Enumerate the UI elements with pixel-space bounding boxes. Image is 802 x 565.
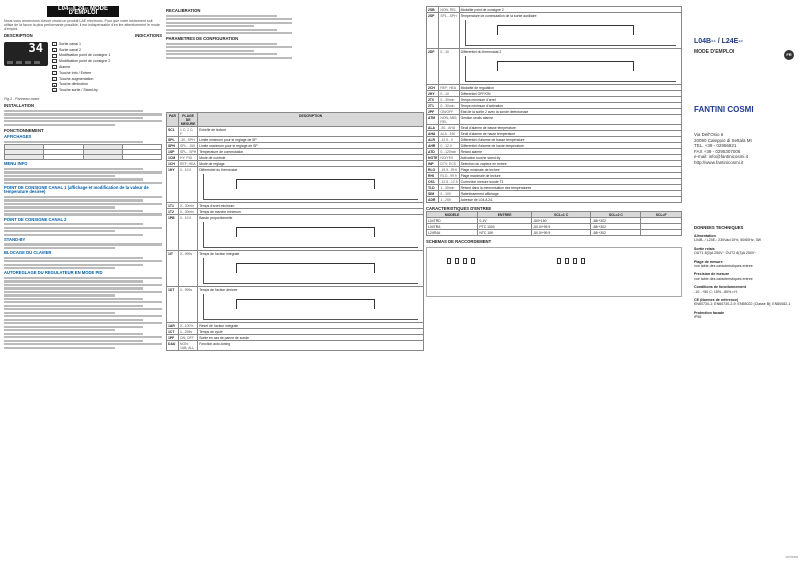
char-head: MODELE <box>427 212 478 218</box>
param-row <box>427 49 682 85</box>
figure-caption: Fig.1 - Panneau avant <box>4 96 40 101</box>
terminal <box>581 258 585 264</box>
spec-value: IP55 <box>694 315 702 320</box>
legend-item: 1 Sortie canal 1 <box>53 41 81 47</box>
affichages-heading: AFFICHAGES <box>4 134 32 140</box>
param-row <box>167 251 424 287</box>
param-code: OS1 <box>427 179 439 185</box>
spec-value: -10...+50 C; 15%...80% r.H. <box>694 289 738 294</box>
param-code: ALA <box>427 125 439 131</box>
param-range: 1...30min <box>439 185 459 191</box>
param-desc: Gestion seuils alarme <box>459 115 681 125</box>
param-desc: Plage minimale de lecture <box>459 167 681 173</box>
param-desc: Mode de reglage <box>198 161 424 167</box>
control-graph <box>203 294 418 320</box>
caracteristiques-heading: CARACTERISTIQUES D'ENTREE <box>426 206 492 211</box>
param-code: 1CH <box>167 161 179 167</box>
char-cell: NTC 10K <box>478 230 532 236</box>
up-button[interactable] <box>16 61 22 64</box>
spec-value: voir table des caracteristiques entree <box>694 276 753 281</box>
char-head: SCL=1 C <box>531 212 590 218</box>
param-range: -30...SPH <box>179 137 198 143</box>
param-code: SIM <box>427 191 439 197</box>
char-cell: PTC 1000 <box>478 224 532 230</box>
language-badge: FR <box>784 50 794 60</box>
param-row <box>427 197 682 203</box>
param-desc: Differentiel d'alarme de haute temperature <box>459 143 681 149</box>
char-head: SCL=F <box>641 212 682 218</box>
param-code: TLD <box>427 185 439 191</box>
email-link[interactable]: e-mail: info@fantinicosmi.it <box>694 154 748 160</box>
terminal <box>471 258 475 264</box>
param-range: 0...12.0 <box>439 143 459 149</box>
param-desc: Differentiel du thermostat <box>198 167 424 203</box>
param-desc: Temps d'arret minimum <box>198 203 424 209</box>
param-code: 1PB <box>167 215 179 251</box>
param-range: 1...255 <box>439 197 459 203</box>
param-desc: Fonction auto-tuning <box>198 341 424 351</box>
char-cell: -50.0/+99.9 <box>531 224 590 230</box>
param-code: AHA <box>427 131 439 137</box>
column-cover <box>686 0 802 565</box>
param-code: 2SB <box>427 7 439 13</box>
param-range: HY; PID <box>179 155 198 161</box>
specs-heading: DONNEES TECHNIQUES <box>694 224 744 230</box>
char-head: ENTREE <box>478 212 532 218</box>
description-heading: DESCRIPTION <box>4 33 33 39</box>
param-range: 0...10.0 <box>179 167 198 203</box>
param-code: 2SP <box>427 13 439 49</box>
param-desc: Temps de l'action derivee <box>198 287 424 323</box>
param-range: 0...100% <box>179 323 198 329</box>
schemas-heading: SCHEMAS DE RACCORDEMENT <box>426 239 492 244</box>
display-digits: 34 <box>28 40 43 55</box>
manual-banner: L04--/L24-- MODE D'EMPLOI <box>47 6 119 17</box>
terminal <box>557 258 561 264</box>
document-code: FR78400 <box>785 555 798 559</box>
param-code: 1CM <box>167 155 179 161</box>
char-head: SCL=2 C <box>591 212 641 218</box>
param-desc: Reset de l'action integrale <box>198 323 424 329</box>
address-line: 20090 Caleppio di Settala MI <box>694 137 752 143</box>
param-desc: Retard dans la memorisation des temperatures <box>459 185 681 191</box>
param-code: 1DT <box>167 287 179 323</box>
param-range: 0...10 <box>439 49 459 85</box>
param-range: 0...999s <box>179 251 198 287</box>
down-arrow-icon: ▼ <box>53 83 56 88</box>
param-range: NON; 1AB; ALL <box>179 341 198 351</box>
standby-button[interactable] <box>34 61 40 64</box>
product-title: L04B-- / L24E-- <box>694 38 744 45</box>
indications-heading: INDICATIONS <box>135 33 162 39</box>
char-cell: L24R4A <box>427 230 478 236</box>
column-intro <box>4 6 162 561</box>
info-key-icon: i <box>52 71 57 75</box>
param-code: AHR <box>427 143 439 149</box>
param-code: RLO <box>427 167 439 173</box>
parametres-heading: PARAMETRES DE CONFIGURATION <box>166 36 239 42</box>
sp2-icon: ◦ <box>53 60 56 65</box>
legend-item: ! Alarme <box>52 65 162 69</box>
consigne1-heading: POINT DE CONSIGNE CANAL 1 (affichage et modification de la valeur de temperature desiree) <box>4 185 149 195</box>
brand-logo: FANTINI COSMI <box>694 105 754 114</box>
legend-item: ⏻ Touche sortie / Stand-by <box>53 88 98 94</box>
blocage-heading: BLOCAGE DU CLAVIER <box>4 250 52 256</box>
param-code: DAU <box>167 341 179 351</box>
param-desc: Sortie en cas de panne de sonde <box>198 335 424 341</box>
param-code: ALR <box>427 137 439 143</box>
param-range: 0...30min <box>439 103 459 109</box>
param-range: SPL...SPH <box>439 13 459 49</box>
param-desc: Adresse de L04-/L24- <box>459 197 681 203</box>
param-desc: Plage maximale de lecture <box>459 173 681 179</box>
param-desc: Differentiel d'alarme de basse temperature <box>459 137 681 143</box>
param-code: 2T1 <box>427 103 439 109</box>
param-desc: Temps minimum d'activation <box>459 103 681 109</box>
info-button[interactable] <box>7 61 13 64</box>
desc-headings <box>4 31 162 38</box>
param-code: SPH <box>167 143 179 149</box>
control-graph <box>203 258 418 284</box>
menu-info-heading: MENU INFO <box>4 161 28 167</box>
param-range: 1 C; 2 C; F <box>179 127 198 137</box>
param-code: 2DF <box>427 49 439 85</box>
param-code: 1IT <box>167 251 179 287</box>
param-desc: Temps de cycle <box>198 329 424 335</box>
legend-item: i Touche Info / Entree <box>52 71 162 75</box>
param-range: REF; HEA <box>179 161 198 167</box>
param-range: 0...999s <box>179 287 198 323</box>
char-cell <box>641 230 682 236</box>
spec-label: Precision de mesure <box>694 272 730 277</box>
website-link[interactable]: http://www.fantinicosmi.it <box>694 159 744 165</box>
product-subtitle: MODE D'EMPLOI <box>694 49 735 55</box>
down-button[interactable] <box>25 61 31 64</box>
param-range: -50...AHA <box>439 125 459 131</box>
param-range: REF; HEA <box>439 85 459 91</box>
th-range: PLAGE DE MESURE <box>179 113 198 127</box>
param-desc: Seuil d'alarme de haute temperature <box>459 131 681 137</box>
control-graph <box>465 56 676 82</box>
param-desc: Differentiel OFF/ON <box>459 91 681 97</box>
indications-legend <box>52 42 162 94</box>
char-cell: -50/+150 <box>531 218 590 224</box>
param-row <box>427 115 682 125</box>
sp1-icon: ◦ <box>53 54 56 59</box>
param-range: -19.9...RHI <box>439 167 459 173</box>
control-graph <box>203 174 418 200</box>
param-desc: Temps minimum d'arret <box>459 97 681 103</box>
param-row <box>167 287 424 323</box>
param-range: ON; OFF <box>179 335 198 341</box>
param-desc: Selection du capteur en entree <box>459 161 681 167</box>
param-range: SPL...150 <box>179 143 198 149</box>
param-range: RLO...99.9 <box>439 173 459 179</box>
param-code: RHI <box>427 173 439 179</box>
param-range: 0...30min <box>179 203 198 209</box>
column-parameters-2 <box>426 6 682 561</box>
param-row <box>427 13 682 49</box>
char-cell: -58/+302 <box>591 218 641 224</box>
legend-item: ◦ Modification point de consigne 2 <box>53 59 111 65</box>
param-desc: Temps de marche minimum <box>198 209 424 215</box>
spec-label: Conditions de fonctionnement <box>694 285 746 290</box>
param-desc: Activation touche stand-by <box>459 155 681 161</box>
char-table <box>426 211 682 236</box>
legend-item: ▼ Touche diminution <box>53 82 88 88</box>
char-row <box>427 230 682 236</box>
char-cell: -58/+302 <box>591 224 641 230</box>
controller-display <box>4 42 48 66</box>
legend-item: ▲ Touche augmentation <box>53 76 94 82</box>
param-code: 1T1 <box>167 203 179 209</box>
up-arrow-icon: ▲ <box>53 77 56 82</box>
param-code: 2CH <box>427 85 439 91</box>
param-range: -12.0...0 <box>439 137 459 143</box>
param-desc: Etat de la sortie 2 avec la sonde defectueuse <box>459 109 681 115</box>
intro-text: Nous vous remercions d'avoir choisi un produit LAE electronic. Pour que votre instrument soit utilise de la facon la plus performante possible, il est indispensable d'en lire attentivement le mode d'emploi. <box>4 18 160 32</box>
legend-item: ◦ Modification point de consigne 1 <box>53 53 111 59</box>
param-code: SCL <box>167 127 179 137</box>
th-desc: DESCRIPTION <box>198 113 424 127</box>
param-desc: Modalite de regulation <box>459 85 681 91</box>
param-code: INP <box>427 161 439 167</box>
front-panel <box>4 42 162 94</box>
param-range: 1...255s <box>179 329 198 335</box>
legend-item: 2 Sortie canal 2 <box>53 47 81 53</box>
param-range: 0...30min <box>439 97 459 103</box>
param-code: 1PF <box>167 335 179 341</box>
param-desc: Bande proportionnelle <box>198 215 424 251</box>
th-par: PAR <box>167 113 179 127</box>
out1-icon: 1 <box>53 42 56 47</box>
display-table <box>4 144 162 160</box>
fonctionnement-heading: FONCTIONNEMENT <box>4 127 44 133</box>
param-range: NON; REL <box>439 7 459 13</box>
param-row <box>167 215 424 251</box>
company-address <box>686 132 802 166</box>
char-cell: 0-1V <box>478 218 532 224</box>
param-desc: Seuil d'alarme de basse temperature <box>459 125 681 131</box>
param-range: ALA...150 <box>439 131 459 137</box>
param-range: 0...30min <box>179 209 198 215</box>
spec-label: CE (Normes de reference) <box>694 298 739 303</box>
param-range: NO/YES <box>439 155 459 161</box>
technical-data <box>686 226 802 320</box>
char-cell: L04TRD <box>427 218 478 224</box>
param-range: 0...10 <box>439 91 459 97</box>
spec-value: EN60730-1; EN60730-2-9; EN55022 (Classe B); EN50082-1 <box>694 302 791 307</box>
param-range: 0...120min <box>439 149 459 155</box>
spec-value: L04B- / L24E-: 230Vac/10%, 50/60Hz, 3W <box>694 238 762 243</box>
installation-heading: INSTALLATION <box>4 103 35 109</box>
spec-value: OUT1 8(3)A 250V~ OUT2 8(3)A 250V~ <box>694 251 757 256</box>
spec-label: Sortie relais <box>694 246 715 251</box>
param-code: ADR <box>427 197 439 203</box>
standby-heading: STAND-BY <box>4 236 26 242</box>
param-code: 1AR <box>167 323 179 329</box>
spec-label: Protection facade <box>694 310 725 315</box>
param-desc: Limite minimum pour le reglage de SP <box>198 137 424 143</box>
param-row <box>167 127 424 137</box>
param-range: ON/OFF <box>439 109 459 115</box>
param-desc: Temperature de commutation <box>198 149 424 155</box>
spec-label: Plage de mesure <box>694 259 723 264</box>
param-code: 1T2 <box>167 209 179 215</box>
param-code: 2T0 <box>427 97 439 103</box>
param-desc: Limite maximum pour le reglage de SP <box>198 143 424 149</box>
spec-label: Alimentation <box>694 233 716 238</box>
control-graph <box>465 20 676 46</box>
param-code: 1HY <box>167 167 179 203</box>
param-range: NON; ABS; REL <box>440 115 458 124</box>
terminal <box>565 258 569 264</box>
wiring-diagram <box>426 247 682 297</box>
out2-icon: 2 <box>53 48 56 53</box>
recalibration-heading: RECALIBRATION <box>166 8 201 13</box>
spec-value: voir table des caracteristiques entree <box>694 264 753 268</box>
address-line: Via Dell'Osio 6 <box>694 132 724 137</box>
control-graph <box>203 222 418 248</box>
autoreglage-heading: AUTOREGLAGE DU REGULATEUR EN MODE PID <box>4 270 103 276</box>
param-code: 2PF <box>427 109 439 115</box>
terminal <box>573 258 577 264</box>
param-row <box>167 167 424 203</box>
power-icon: ⏻ <box>53 89 56 94</box>
parameter-table <box>166 112 424 351</box>
param-code: 1CT <box>167 329 179 335</box>
param-code: ATM <box>427 115 439 125</box>
alarm-icon: ! <box>52 65 57 69</box>
char-cell: -50.0/+99.9 <box>531 230 590 236</box>
param-desc: Ralentissement affichage <box>459 191 681 197</box>
param-code: ATD <box>427 149 439 155</box>
terminal <box>463 258 467 264</box>
address-line: TEL. +39 - 02956821 <box>694 143 737 149</box>
param-desc: Temps de l'action integrale <box>198 251 424 287</box>
param-desc: Retard alarme <box>459 149 681 155</box>
char-cell: -58/+302 <box>591 230 641 236</box>
param-desc: Temperature de commutation de la sortie auxiliaire <box>459 13 681 49</box>
consigne2-heading: POINT DE CONSIGNE CANAL 2 <box>4 216 67 222</box>
address-line: FAX +39 - 0295307006 <box>694 148 741 154</box>
param-code: 1SP <box>167 149 179 155</box>
param-desc: Modalite point de consigne 2 <box>459 7 681 13</box>
param-code: SPL <box>167 137 179 143</box>
param-code: NOTE <box>428 155 438 160</box>
param-desc: Correction mesure sonde T1 <box>459 179 681 185</box>
param-range: SPL...SPH <box>180 149 197 154</box>
param-range: 0...10.0 <box>179 215 198 251</box>
terminal <box>455 258 459 264</box>
param-range: 0...100 <box>439 191 459 197</box>
param-desc: Echelle de lecture <box>198 127 424 137</box>
char-cell: L04TRA <box>427 224 478 230</box>
terminal <box>447 258 451 264</box>
param-row <box>167 341 424 351</box>
param-range: -12.5...12.5 <box>440 179 458 184</box>
param-desc: Differentiel du thermostat 2 <box>459 49 681 85</box>
param-desc: Mode de controle <box>198 155 424 161</box>
param-code: 2HY <box>427 91 439 97</box>
param-range: DTV; ECS <box>439 161 459 167</box>
